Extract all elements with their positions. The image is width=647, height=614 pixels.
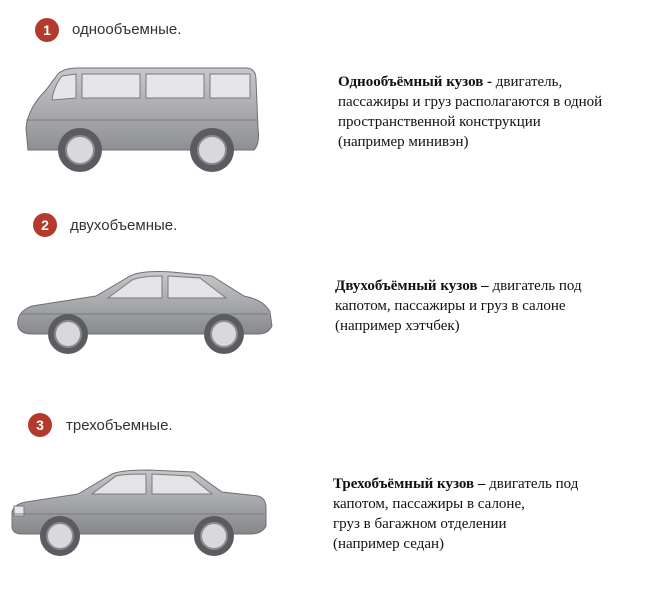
description-bold: Однообъёмный кузов -	[338, 74, 493, 90]
number-badge: 2	[33, 213, 57, 237]
number-badge: 1	[35, 18, 59, 42]
section-heading: однообъемные.	[72, 21, 182, 38]
section-two-volume	[0, 200, 647, 400]
description-line: двигатель под	[488, 278, 582, 294]
description-line: капотом, пассажиры и груз в салоне	[335, 298, 566, 314]
minivan-illustration	[18, 58, 268, 178]
description-bold: Двухобъёмный кузов –	[335, 278, 489, 294]
description-line: капотом, пассажиры в салоне,	[333, 496, 525, 512]
description-line: двигатель под	[485, 476, 579, 492]
section-heading: трехобъемные.	[66, 417, 173, 434]
hatchback-illustration	[12, 268, 277, 358]
section-three-volume	[0, 400, 647, 614]
section-description	[333, 474, 633, 554]
description-line: двигатель,	[492, 74, 563, 90]
section-description	[335, 276, 635, 336]
sedan-illustration	[8, 464, 270, 564]
description-line: пространственной конструкции	[338, 114, 541, 130]
number-badge: 3	[28, 413, 52, 437]
section-description	[338, 72, 638, 152]
description-line: пассажиры и груз располагаются в одной	[338, 94, 603, 110]
description-bold: Трехобъёмный кузов –	[333, 476, 486, 492]
section-one-volume	[0, 0, 647, 200]
description-line: груз в багажном отделении	[333, 516, 507, 532]
description-line: (например седан)	[333, 536, 445, 552]
description-line: (например минивэн)	[338, 134, 469, 150]
description-line: (например хэтчбек)	[335, 318, 460, 334]
section-heading: двухобъемные.	[70, 217, 178, 234]
